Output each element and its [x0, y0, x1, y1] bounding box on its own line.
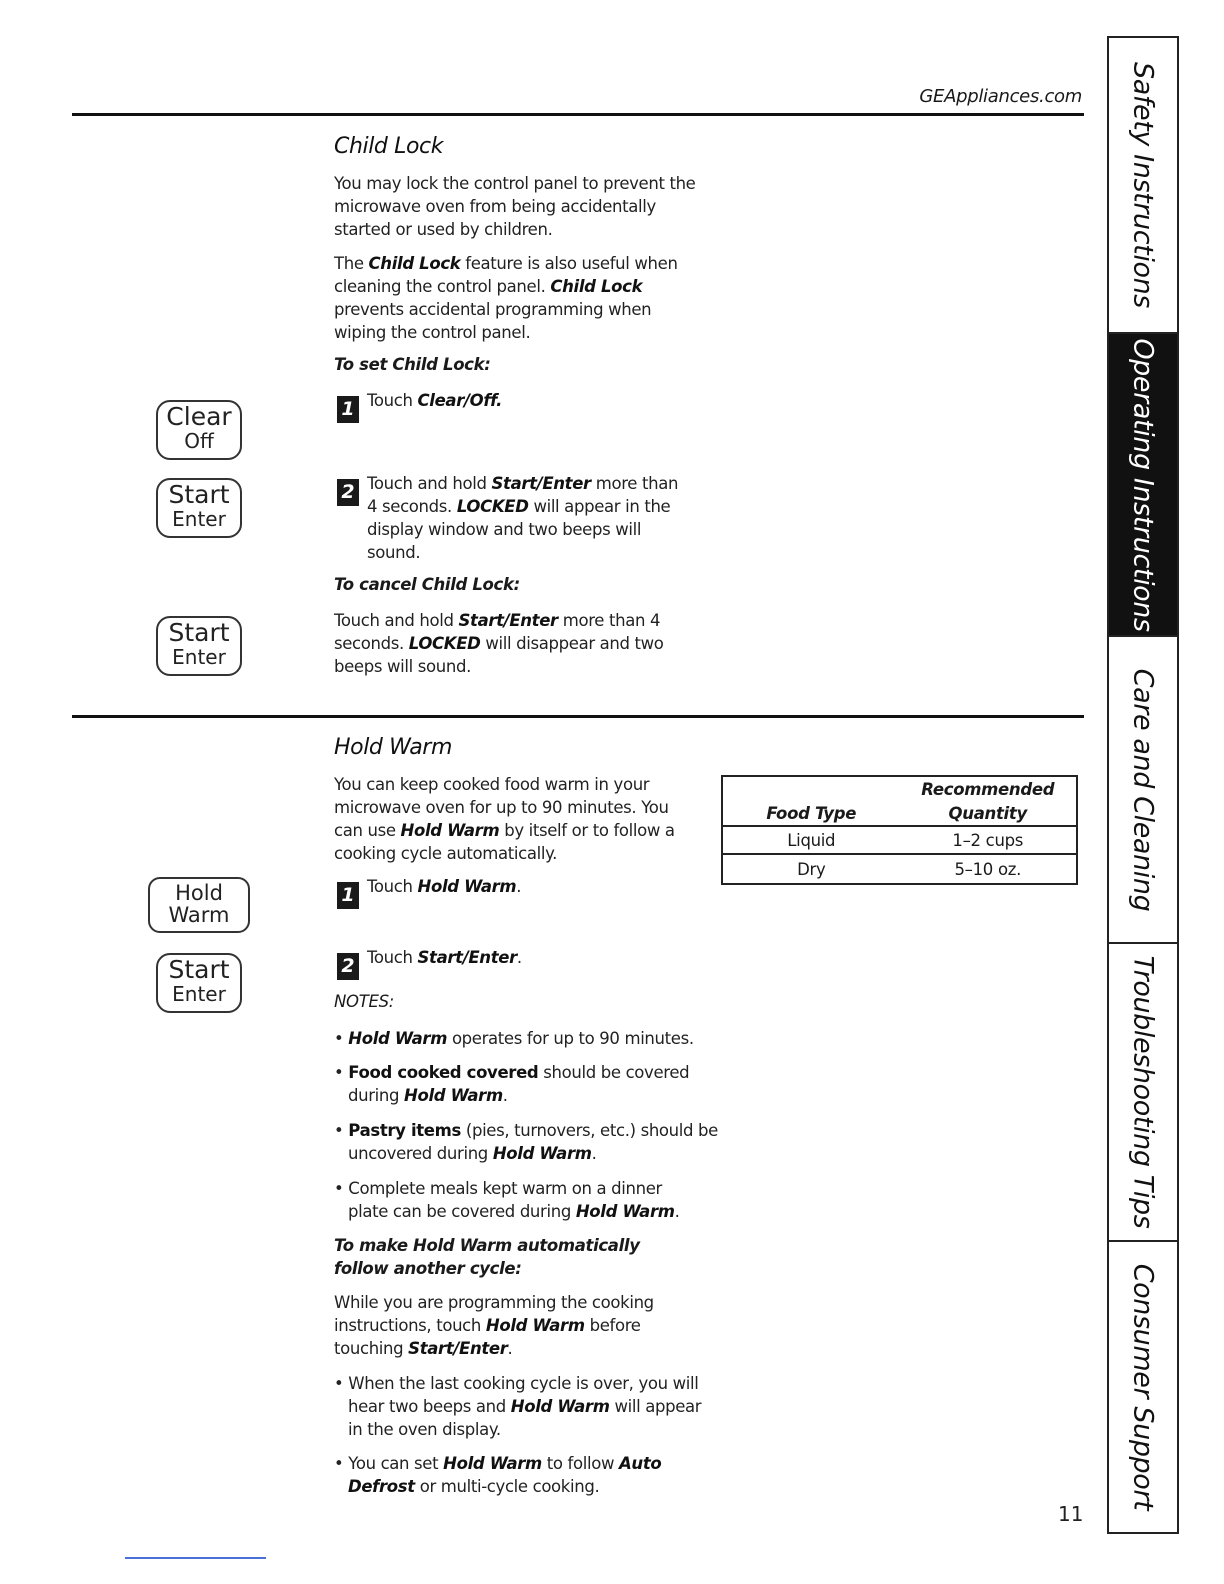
child-lock-intro: You may lock the control panel to prevent the microwave oven from being accidentally started or used by children.: [334, 174, 696, 239]
side-tab-strip: [1107, 36, 1179, 1534]
auto-follow-bullet: • When the last cooking cycle is over, you will hear two beeps and Hold Warm will appear in the oven display.: [334, 1374, 702, 1439]
hold-warm-intro: You can keep cooked food warm in your microwave oven for up to 90 minutes. You can use Hold Warm by itself or to follow a cooking cycle automatically.: [334, 775, 675, 863]
auto-follow-text: While you are programming the cooking instructions, touch Hold Warm before touching Start/Enter.: [334, 1293, 654, 1358]
footer-link-underline: [125, 1557, 266, 1559]
section-rule: [72, 715, 1084, 718]
food-quantity-table: [721, 775, 1078, 885]
hold-warm-key-icon: Hold Warm: [148, 877, 250, 933]
clear-off-key-icon: Clear Off: [156, 400, 242, 460]
table-row: [722, 854, 1077, 884]
note-item: • Food cooked covered should be covered during Hold Warm.: [334, 1063, 690, 1105]
child-lock-cancel-text: Touch and hold Start/Enter more than 4 seconds. LOCKED will disappear and two beeps will sound.: [334, 611, 664, 676]
tab-care-and-cleaning[interactable]: Care and Cleaning: [1109, 637, 1177, 944]
auto-follow-bullet: • You can set Hold Warm to follow Auto Defrost or multi-cycle cooking.: [334, 1454, 662, 1496]
notes-heading: NOTES:: [334, 992, 395, 1011]
tab-operating-instructions[interactable]: Operating Instructions: [1109, 334, 1177, 637]
table-header-food-type: [722, 776, 900, 801]
tab-troubleshooting-tips[interactable]: Troubleshooting Tips: [1109, 944, 1177, 1242]
hold-warm-title: Hold Warm: [334, 735, 452, 760]
table-header-row: [722, 776, 1077, 801]
site-url: GEAppliances.com: [919, 86, 1082, 107]
set-child-lock-heading: To set Child Lock:: [334, 355, 491, 374]
top-rule: [72, 113, 1084, 116]
start-enter-key-icon-hold: Start Enter: [156, 953, 242, 1013]
step-number-2: 2: [337, 479, 359, 506]
page-number: 11: [1058, 1502, 1084, 1526]
step-number-2: 2: [337, 953, 359, 980]
tab-consumer-support[interactable]: Consumer Support: [1127, 1263, 1159, 1511]
table-header-quantity-line1: Recommended: [921, 779, 1055, 799]
child-lock-feature-text: The Child Lock feature is also useful when cleaning the control panel. Child Lock prevents accidental programming when wiping the control panel.: [334, 254, 678, 342]
step-number-1: 1: [337, 882, 359, 909]
tab-safety-instructions[interactable]: Safety Instructions: [1109, 38, 1177, 334]
cancel-child-lock-heading: To cancel Child Lock:: [334, 575, 520, 594]
hold-warm-step1-text: Touch Hold Warm.: [367, 877, 522, 896]
child-lock-step1-text: Touch Clear/Off.: [367, 391, 503, 410]
note-item: • Complete meals kept warm on a dinner plate can be covered during Hold Warm.: [334, 1179, 680, 1221]
table-cell-qty: 5–10 oz.: [900, 854, 1078, 884]
table-header-row: [722, 801, 1077, 826]
step-number-1: 1: [337, 396, 359, 423]
table-cell-type: Dry: [722, 854, 900, 884]
child-lock-step2-text: Touch and hold Start/Enter more than 4 seconds. LOCKED will appear in the display window and two beeps will sound.: [367, 474, 679, 562]
start-enter-key-icon: Start Enter: [156, 478, 242, 538]
note-item: • Pastry items (pies, turnovers, etc.) should be uncovered during Hold Warm.: [334, 1121, 718, 1163]
auto-follow-heading: To make Hold Warm automatically follow another cycle:: [334, 1236, 640, 1278]
note-item: • Hold Warm operates for up to 90 minutes.: [334, 1029, 694, 1048]
hold-warm-step2-text: Touch Start/Enter.: [367, 948, 522, 967]
table-cell-qty: 1–2 cups: [900, 826, 1078, 854]
table-row: [722, 826, 1077, 854]
table-cell-type: Liquid: [722, 826, 900, 854]
table-header-quantity-line2: Quantity: [948, 803, 1027, 823]
table-header-food-type: Food Type: [766, 803, 857, 823]
child-lock-title: Child Lock: [334, 134, 444, 159]
start-enter-key-icon-cancel: Start Enter: [156, 616, 242, 676]
